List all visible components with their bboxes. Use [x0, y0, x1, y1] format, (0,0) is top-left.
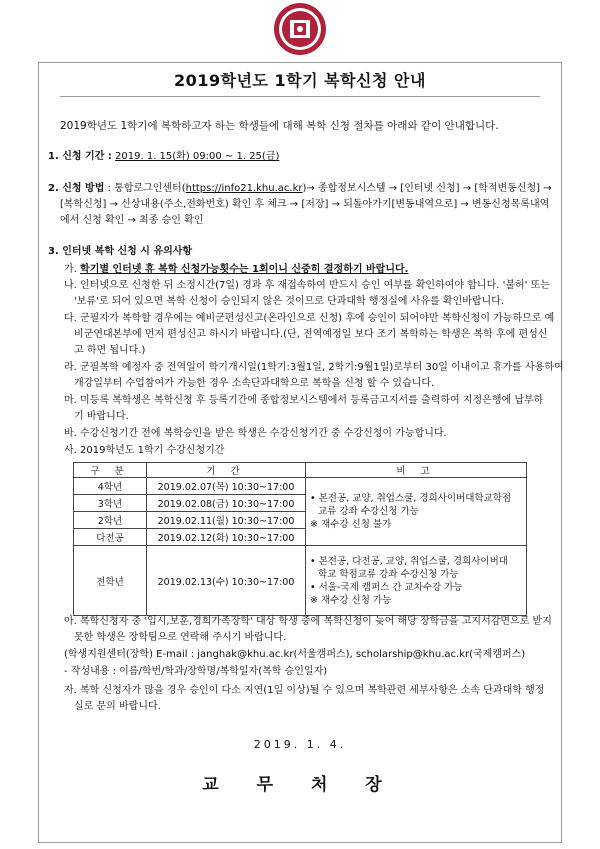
remarks-cell — [306, 478, 527, 546]
grade-cell: 다전공 — [74, 529, 147, 546]
note-aa-1: 아. 복학신청자 중 '입시,보훈,경희가족장학' 대상 학생 중에 복학신청이 늦어 해당 장학금을 고지서감면으로 받지 — [64, 616, 552, 627]
section-3-label: 3. 인터넷 복학 신청 시 유의사항 — [48, 246, 193, 257]
note-ma-2: 기 바랍니다. — [74, 411, 129, 422]
note-ra-1: 라. 군필복학 예정자 중 전역일이 학기개시일(1학기:3월1일, 2학기:9월1일)로부터 30일 이내이고 휴가를 사용하여 — [64, 362, 564, 373]
remarks-line: ※ 재수강 신청 불가 — [310, 519, 392, 530]
grade-cell: 3학년 — [74, 495, 147, 512]
note-da-2: 비군연대본부에 먼저 편성신고 하시기 바랍니다.(단, 전역예정일 보다 조기 복학하는 학생은 복학 후에 편성신 — [74, 329, 548, 340]
remarks-cell — [306, 546, 527, 616]
note-ga — [64, 263, 408, 276]
note-na-2: '보류'로 되어 있으면 복학 신청이 승인되지 않은 것이므로 단과대학 행정실에 사유를 확인바랍니다. — [74, 296, 505, 307]
period-cell: 2019.02.08(금) 10:30~17:00 — [147, 495, 306, 512]
remarks-line: 학교 학점교류 강좌 수강신청 가능 — [318, 568, 459, 580]
period-cell: 2019.02.07(목) 10:30~17:00 — [147, 478, 306, 495]
note-ja-1: 자. 복학 신청자가 많을 경우 승인이 다소 지연(1일 이상)될 수 있으며 복학관련 세부사항은 소속 단과대학 행정 — [64, 685, 545, 696]
university-seal-logo — [273, 2, 327, 56]
remarks-line: 교류 강좌 수강신청 가능 — [318, 506, 419, 517]
header-category: 구 분 — [74, 463, 147, 478]
period-cell: 2019.02.13(수) 10:30~17:00 — [147, 546, 306, 616]
scholarship-contact: (학생지원센터(장학) E-mail : janghak@khu.ac.kr(서울캠퍼스), scholarship@khu.ac.kr(국제캠퍼스) — [64, 649, 526, 660]
section-1-label: 1. 신청 기간 : — [48, 151, 112, 162]
table-row — [74, 478, 527, 495]
note-da-3: 고 하면 됩니다.) — [74, 345, 146, 356]
scholarship-contents: - 작성내용 : 이름/학번/학과/장학명/복학일자(복학 승인일자) — [64, 666, 328, 677]
section-2-line-3: 에서 신청 확인 → 최종 승인 확인 — [60, 215, 204, 226]
grade-cell: 4학년 — [74, 478, 147, 495]
grade-cell: 전학년 — [74, 546, 147, 616]
section-2-label: 2. 신청 방법 — [48, 183, 105, 194]
header-remarks: 비 고 — [306, 463, 527, 478]
portal-link[interactable]: https://info21.khu.ac.kr — [185, 183, 303, 194]
page-title: 2019학년도 1학기 복학신청 안내 — [174, 71, 426, 90]
period-cell: 2019.02.12(화) 10:30~17:00 — [147, 529, 306, 546]
intro-text: 2019학년도 1학기에 복학하고자 하는 학생들에 대해 복학 신청 절차를 아래와 같이 안내합니다. — [60, 120, 499, 132]
note-ga-text: 학기별 인터넷 휴 복학 신청가능횟수는 1회이니 신중히 결정하기 바랍니다. — [80, 264, 409, 275]
method-text: : 통합로그인센터( — [104, 183, 186, 194]
note-sa: 사. 2019학년도 1학기 수강신청기간 — [64, 445, 225, 456]
grade-cell: 2학년 — [74, 512, 147, 529]
header-period: 기 간 — [147, 463, 306, 478]
remarks-line: • 서울-국제 캠퍼스 간 교차수강 가능 — [310, 581, 463, 593]
issuer-signature: 교 무 처 장 — [202, 775, 398, 795]
note-ma-1: 마. 미등록 복학생은 복학신청 후 등록기간에 종합정보시스템에서 등록금고지서를 출력하여 지정은행에 납부하 — [64, 395, 544, 406]
section-2-line-1 — [48, 182, 552, 195]
section-1 — [48, 150, 279, 163]
note-aa-2: 못한 학생은 장학팀으로 연락해 주시기 바랍니다. — [74, 632, 287, 643]
note-da-1: 다. 군필자가 복학할 경우에는 예비군편성신고(온라인으로 신청) 후에 승인이 되어야만 복학신청이 가능하므로 예 — [64, 313, 555, 324]
period-cell: 2019.02.11(월) 10:30~17:00 — [147, 512, 306, 529]
note-ba: 바. 수강신청기간 전에 복학승인을 받은 학생은 수강신청기간 중 수강신청이 가능합니다. — [64, 428, 447, 439]
notice-date: 2019. 1. 4. — [253, 738, 347, 751]
table-row — [74, 546, 527, 616]
title-divider — [60, 96, 540, 97]
method-text: )→ 종합정보시스템 → [인터넷 신청] → [학적변동신청] → — [302, 183, 552, 194]
note-ga-prefix: 가. — [64, 264, 77, 275]
note-ja-2: 실로 문의 바랍니다. — [74, 701, 161, 712]
registration-schedule-table — [73, 462, 527, 616]
note-na-1: 나. 인터넷으로 신청한 뒤 소정시간(7일) 경과 후 재접속하여 반드시 승인 여부를 확인하여야 합니다. '불허' 또는 — [64, 280, 550, 291]
table-header-row — [74, 463, 527, 478]
remarks-line: ※ 재수강 신청 가능 — [310, 594, 392, 606]
remarks-line: • 본전공, 다전공, 교양, 취업스쿨, 경희사이버대 — [310, 555, 508, 567]
remarks-line: • 본전공, 교양, 취업스쿨, 경희사이버대학교학점 — [310, 493, 512, 504]
section-2-line-2: [복학신청] → 신상내용(주소,전화번호) 확인 후 체크 → [저장] → 되돌아가기[변동내역으로] → 변동신청목록내역 — [60, 199, 550, 210]
note-ra-2: 개강일부터 수업참여가 가능한 경우 소속단과대학으로 복학을 신청 할 수 있습니다. — [74, 378, 435, 389]
application-period: 2019. 1. 15(화) 09:00 ~ 1. 25(금) — [115, 151, 280, 162]
